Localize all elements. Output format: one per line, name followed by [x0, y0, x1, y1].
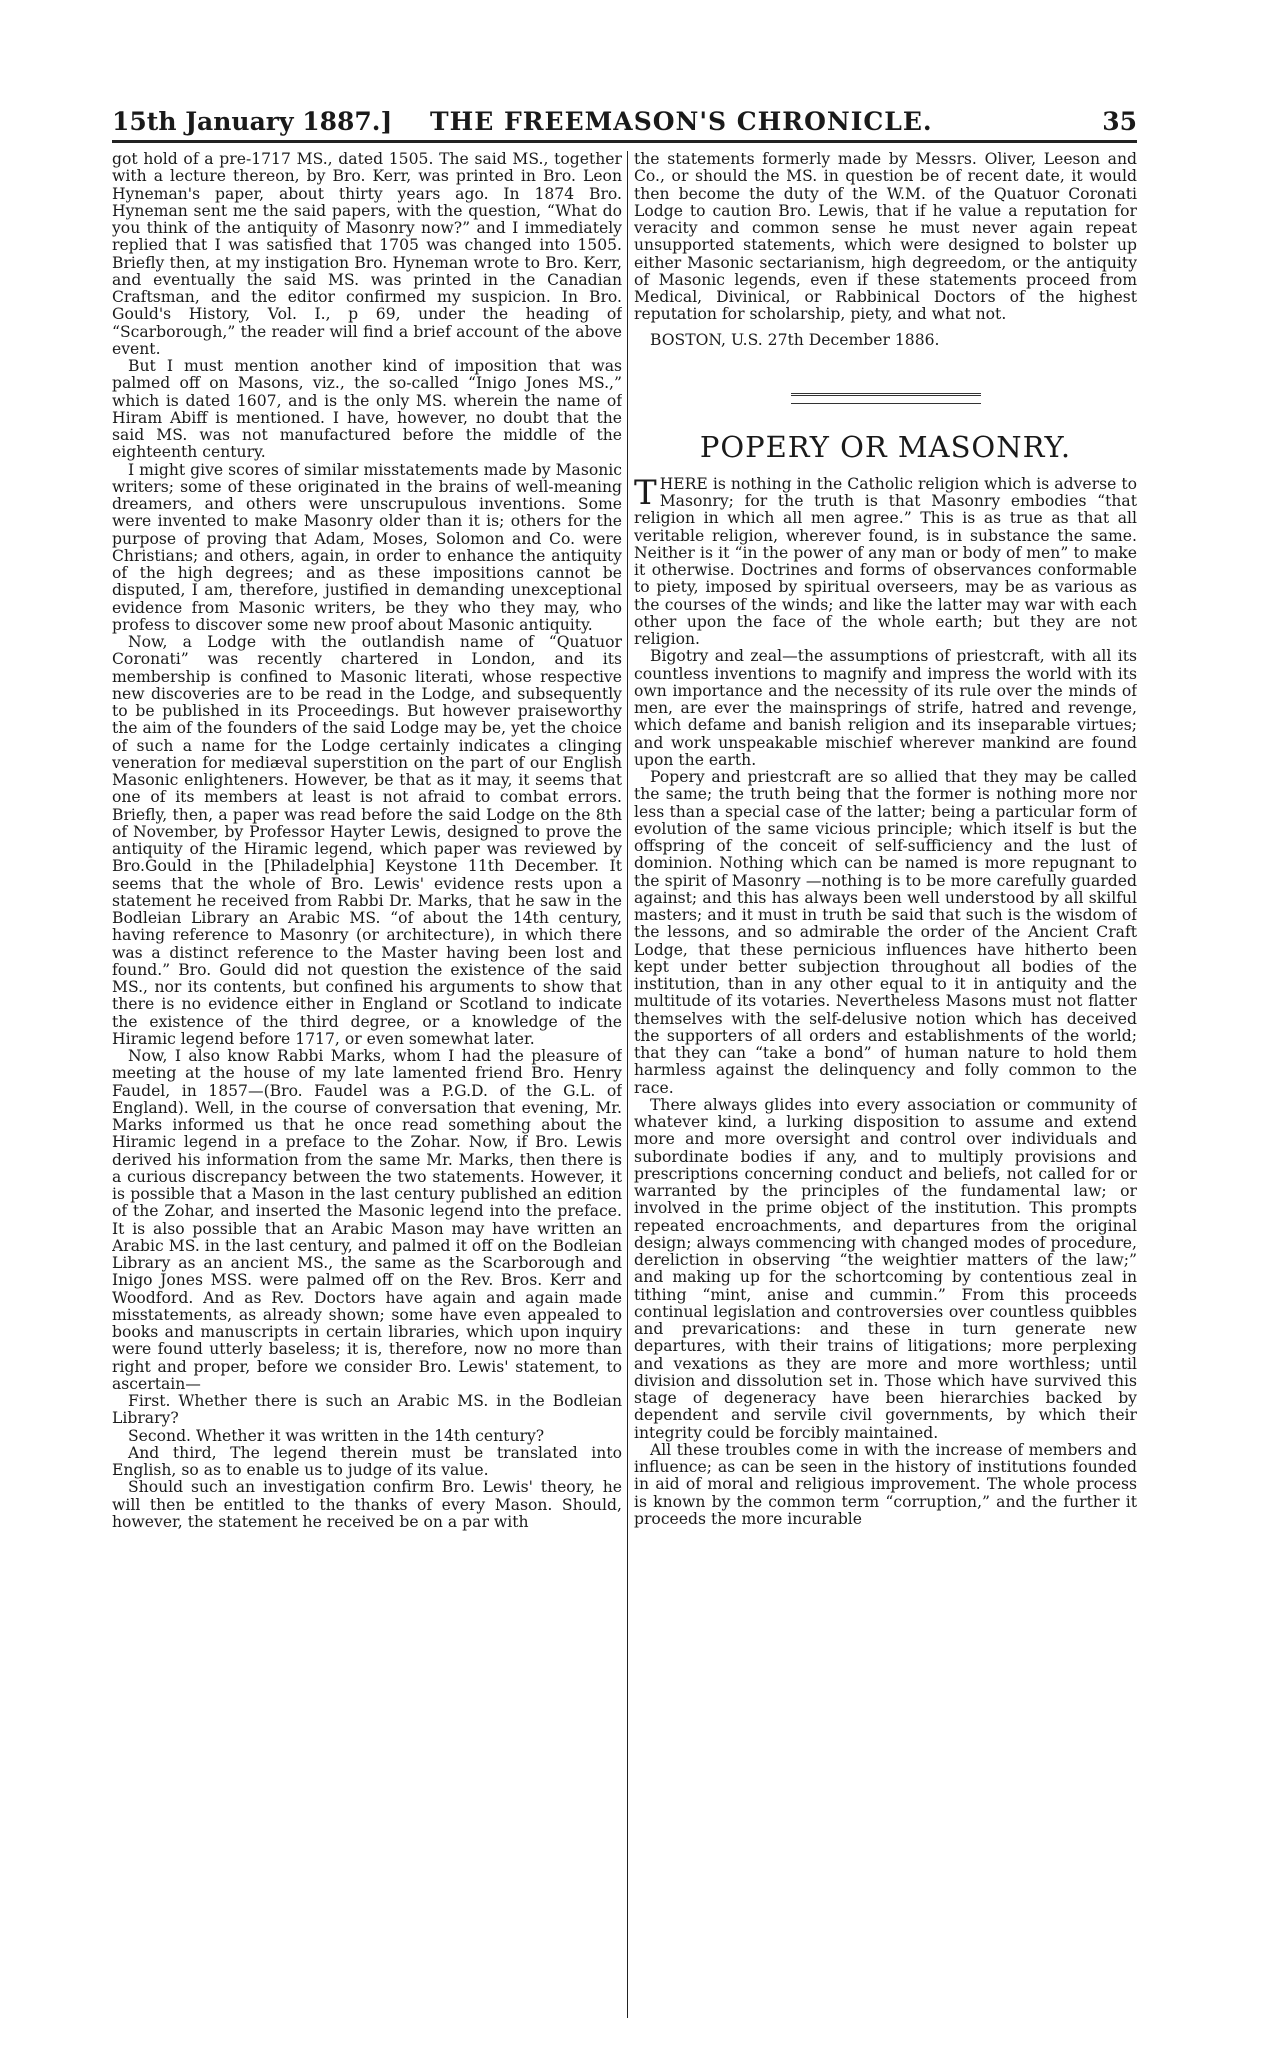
paragraph: First. Whether there is such an Arabic MS. in the Bodleian Library?	[112, 1392, 622, 1428]
continuation-paragraph: the statements formerly made by Messrs. Oliver, Leeson and Co., or should the MS. in question be of recent date, it would then become the duty of the W.M. of the Quatuor Coronati Lodge to caution Bro. Lewis, that if he value a reputation for veracity and common sense he must never again repeat unsupported statements, which were designed to bolster up either Masonic sectarianism, high degreedom, or the antiquity of Masonic legends, even if these statements proceed from Medical, Divinical, or Rabbinical Doctors of the highest reputation for scholarship, piety, and what not.	[634, 151, 1137, 324]
article-title: POPERY OR MASONRY.	[699, 429, 1072, 464]
paragraph: Should such an investigation confirm Bro. Lewis' theory, he will then be entitled to the thanks of every Mason. Should, however, the statement he received be on a par with	[112, 1478, 622, 1531]
first-paragraph-text: HERE is nothing in the Catholic religion which is adverse to Masonry; for the truth is that Masonry embodies “that religion in which all men agree.” This is as true as that all veritable religion, wherever found, is in substance the same. Neither is it “in the power of any man or body of men” to make it otherwise. Doctrines and forms of observances conformable to piety, imposed by spiritual overseers, may be as various as the courses of the winds; and like the latter may war with each other upon the face of the whole earth; but they are not religion.	[634, 474, 1137, 648]
paragraph: Popery and priestcraft are so allied that they may be called the same; the truth being that the former is nothing more nor less than a special case of the latter; being a particular form of evolution of the same vicious principle; which itself is but the offspring of the conceit of self-sufficiency and the lust of dominion. Nothing which can be named is more repugnant to the spirit of Masonry —nothing is to be more carefully guarded against; and this has always been well understood by all skilful masters; and it must in truth be said that such is the wisdom of the lessons, and so admirable the order of the Ancient Craft Lodge, that these pernicious influences have hitherto been kept under better subjection throughout all bodies of the institution, than in any other equal to it in antiquity and the multitude of its votaries. Nevertheless Masons must not flatter themselves with the self-delusive notion which has deceived the supporters of all orders and establishments of the world; that they can “take a bond” of human nature to hold them harmless against the delinquency and folly common to the race.	[634, 768, 1137, 1097]
paragraph: Now, I also know Rabbi Marks, whom I had the pleasure of meeting at the house of my late lamented friend Bro. Henry Faudel, in 1857—(Bro. Faudel was a P.G.D. of the G.L. of England). Well, in the course of conversation that evening, Mr. Marks informed us that he once read something about the Hiramic legend in a preface to the Zohar. Now, if Bro. Lewis derived his information from the same Mr. Marks, then there is a curious discrepancy between the two statements. However, it is possible that a Mason in the last century published an edition of the Zohar, and inserted the Masonic legend into the preface. It is also possible that an Arabic Mason may have written an Arabic MS. in the last century, and palmed it off on the Bodleian Library as an ancient MS., the same as the Scarborough and Inigo Jones MSS. were palmed off on the Rev. Bros. Kerr and Woodford. And as Rev. Doctors have again and again made misstatements, as already shown; some have even appealed to books and manuscripts in certain libraries, which upon inquiry were found utterly baseless; it is, therefore, now no more than right and proper, before we consider Bro. Lewis' statement, to ascertain—	[112, 1047, 622, 1393]
column-divider	[627, 151, 628, 2018]
drop-cap: T	[634, 472, 657, 513]
section-separator	[791, 393, 981, 400]
paragraph: I might give scores of similar misstatements made by Masonic writers; some of these originated in the brains of well-meaning dreamers, and others were unscrupulous inventions. Some were invented to make Masonry older than it is; others for the purpose of proving that Adam, Moses, Solomon and Co. were Christians; and others, again, in order to enhance the antiquity of the high degrees; and as these impositions cannot be disputed, I am, therefore, justified in demanding unexceptional evidence from Masonic writers, be they who they may, who profess to discover some new proof about Masonic antiquity.	[112, 460, 622, 634]
first-paragraph	[634, 472, 1137, 649]
right-column	[634, 151, 1137, 2018]
running-header	[112, 108, 1137, 136]
paragraph: Second. Whether it was written in the 14th century?	[128, 1426, 545, 1445]
paragraph: All these troubles come in with the increase of members and influence; as can be seen in the history of institutions founded in aid of moral and religious improvement. The whole process is known by the common term “corruption,” and the further it proceeds the more incurable	[634, 1440, 1137, 1528]
paragraph: There always glides into every association or community of whatever kind, a lurking disposition to assume and extend more and more oversight and control over individuals and subordinate bodies if any, and to multiply provisions and prescriptions concerning conduct and beliefs, not called for or warranted by the principles of the fundamental law; or involved in the prime object of the institution. This prompts repeated encroachments, and departures from the original design; always commencing with changed modes of procedure, dereliction in observing “the weightier matters of the law;” and making up for the schortcoming by contentious zeal in tithing “mint, anise and cummin.” From this proceeds continual legislation and controversies over countless quibbles and prevarications: and these in turn generate new departures, with their trains of litigations; more perplexing and vexations as they are more and more worthless; until division and dissolution set in. Those which have survived this stage of degeneracy have been hierarchies backed by dependent and servile civil governments, by which their integrity could be forcibly maintained.	[634, 1095, 1137, 1442]
section-separator-rule	[791, 403, 981, 404]
paragraph: And third, The legend therein must be translated into English, so as to enable us to judge of its value.	[112, 1443, 622, 1479]
paragraph: Now, a Lodge with the outlandish name of “Quatuor Coronati” was recently chartered in London, and its membership is confined to Masonic literati, whose respective new discoveries are to be read in the Lodge, and subsequently to be published in its Proceedings. But however praiseworthy the aim of the founders of the said Lodge may be, yet the choice of such a name for the Lodge certainly indicates a clinging veneration for mediæval superstition on the part of our English Masonic enlighteners. However, be that as it may, it seems that one of its members at least is not afraid to combat errors. Briefly, then, a paper was read before the said Lodge on the 8th of November, by Professor Hayter Lewis, designed to prove the antiquity of the Hiramic legend, which paper was reviewed by Bro.Gould in the [Philadelphia] Keystone 11th December. It seems that the whole of Bro. Lewis' evidence rests upon a statement he received from Rabbi Dr. Marks, that he saw in the Bodleian Library an Arabic MS. “of about the 14th century, having reference to Masonry (or architecture), in which there was a distinct reference to the Master having been lost and found.” Bro. Gould did not question the existence of the said MS., nor its contents, but confined his arguments to show that there is no evidence either in England or Scotland to indicate the existence of the third degree, or a knowledge of the Hiramic legend before 1717, or even somewhat later.	[112, 633, 622, 1048]
left-column	[112, 151, 622, 2018]
letter-signature: BOSTON, U.S. 27th December 1886.	[650, 330, 940, 349]
page-number: 35	[1102, 107, 1137, 136]
header-rule	[112, 140, 1137, 143]
issue-date: 15th January 1887.]	[112, 107, 393, 136]
paragraph: Bigotry and zeal—the assumptions of priestcraft, with all its countless inventions to magnify and impress the world with its own importance and the necessity of its rule over the minds of men, are ever the mainsprings of strife, hatred and revenge, which defame and banish religion and its inseparable virtues; and work unspeakable mischief wherever mankind are found upon the earth.	[634, 647, 1137, 769]
paragraph: got hold of a pre-1717 MS., dated 1505. The said MS., together with a lecture thereon, by Bro. Kerr, was printed in Bro. Leon Hyneman's paper, about thirty years ago. In 1874 Bro. Hyneman sent me the said papers, with the question, “What do you think of the antiquity of Masonry now?” and I immediately replied that I was satisfied that 1705 was changed into 1505. Briefly then, at my instigation Bro. Hyneman wrote to Bro. Kerr, and eventually the said MS. was printed in the Canadian Craftsman, and the editor confirmed my suspicion. In Bro. Gould's History, Vol. I., p 69, under the heading of “Scarborough,” the reader will find a brief account of the above event.	[112, 151, 622, 358]
paragraph: But I must mention another kind of imposition that was palmed off on Masons, viz., the so-called “Inigo Jones MS.,” which is dated 1607, and is the only MS. wherein the name of Hiram Abiff is mentioned. I have, however, no doubt that the said MS. was not manufactured before the middle of the eighteenth century.	[112, 357, 622, 462]
publication-title: THE FREEMASON'S CHRONICLE.	[430, 107, 933, 136]
